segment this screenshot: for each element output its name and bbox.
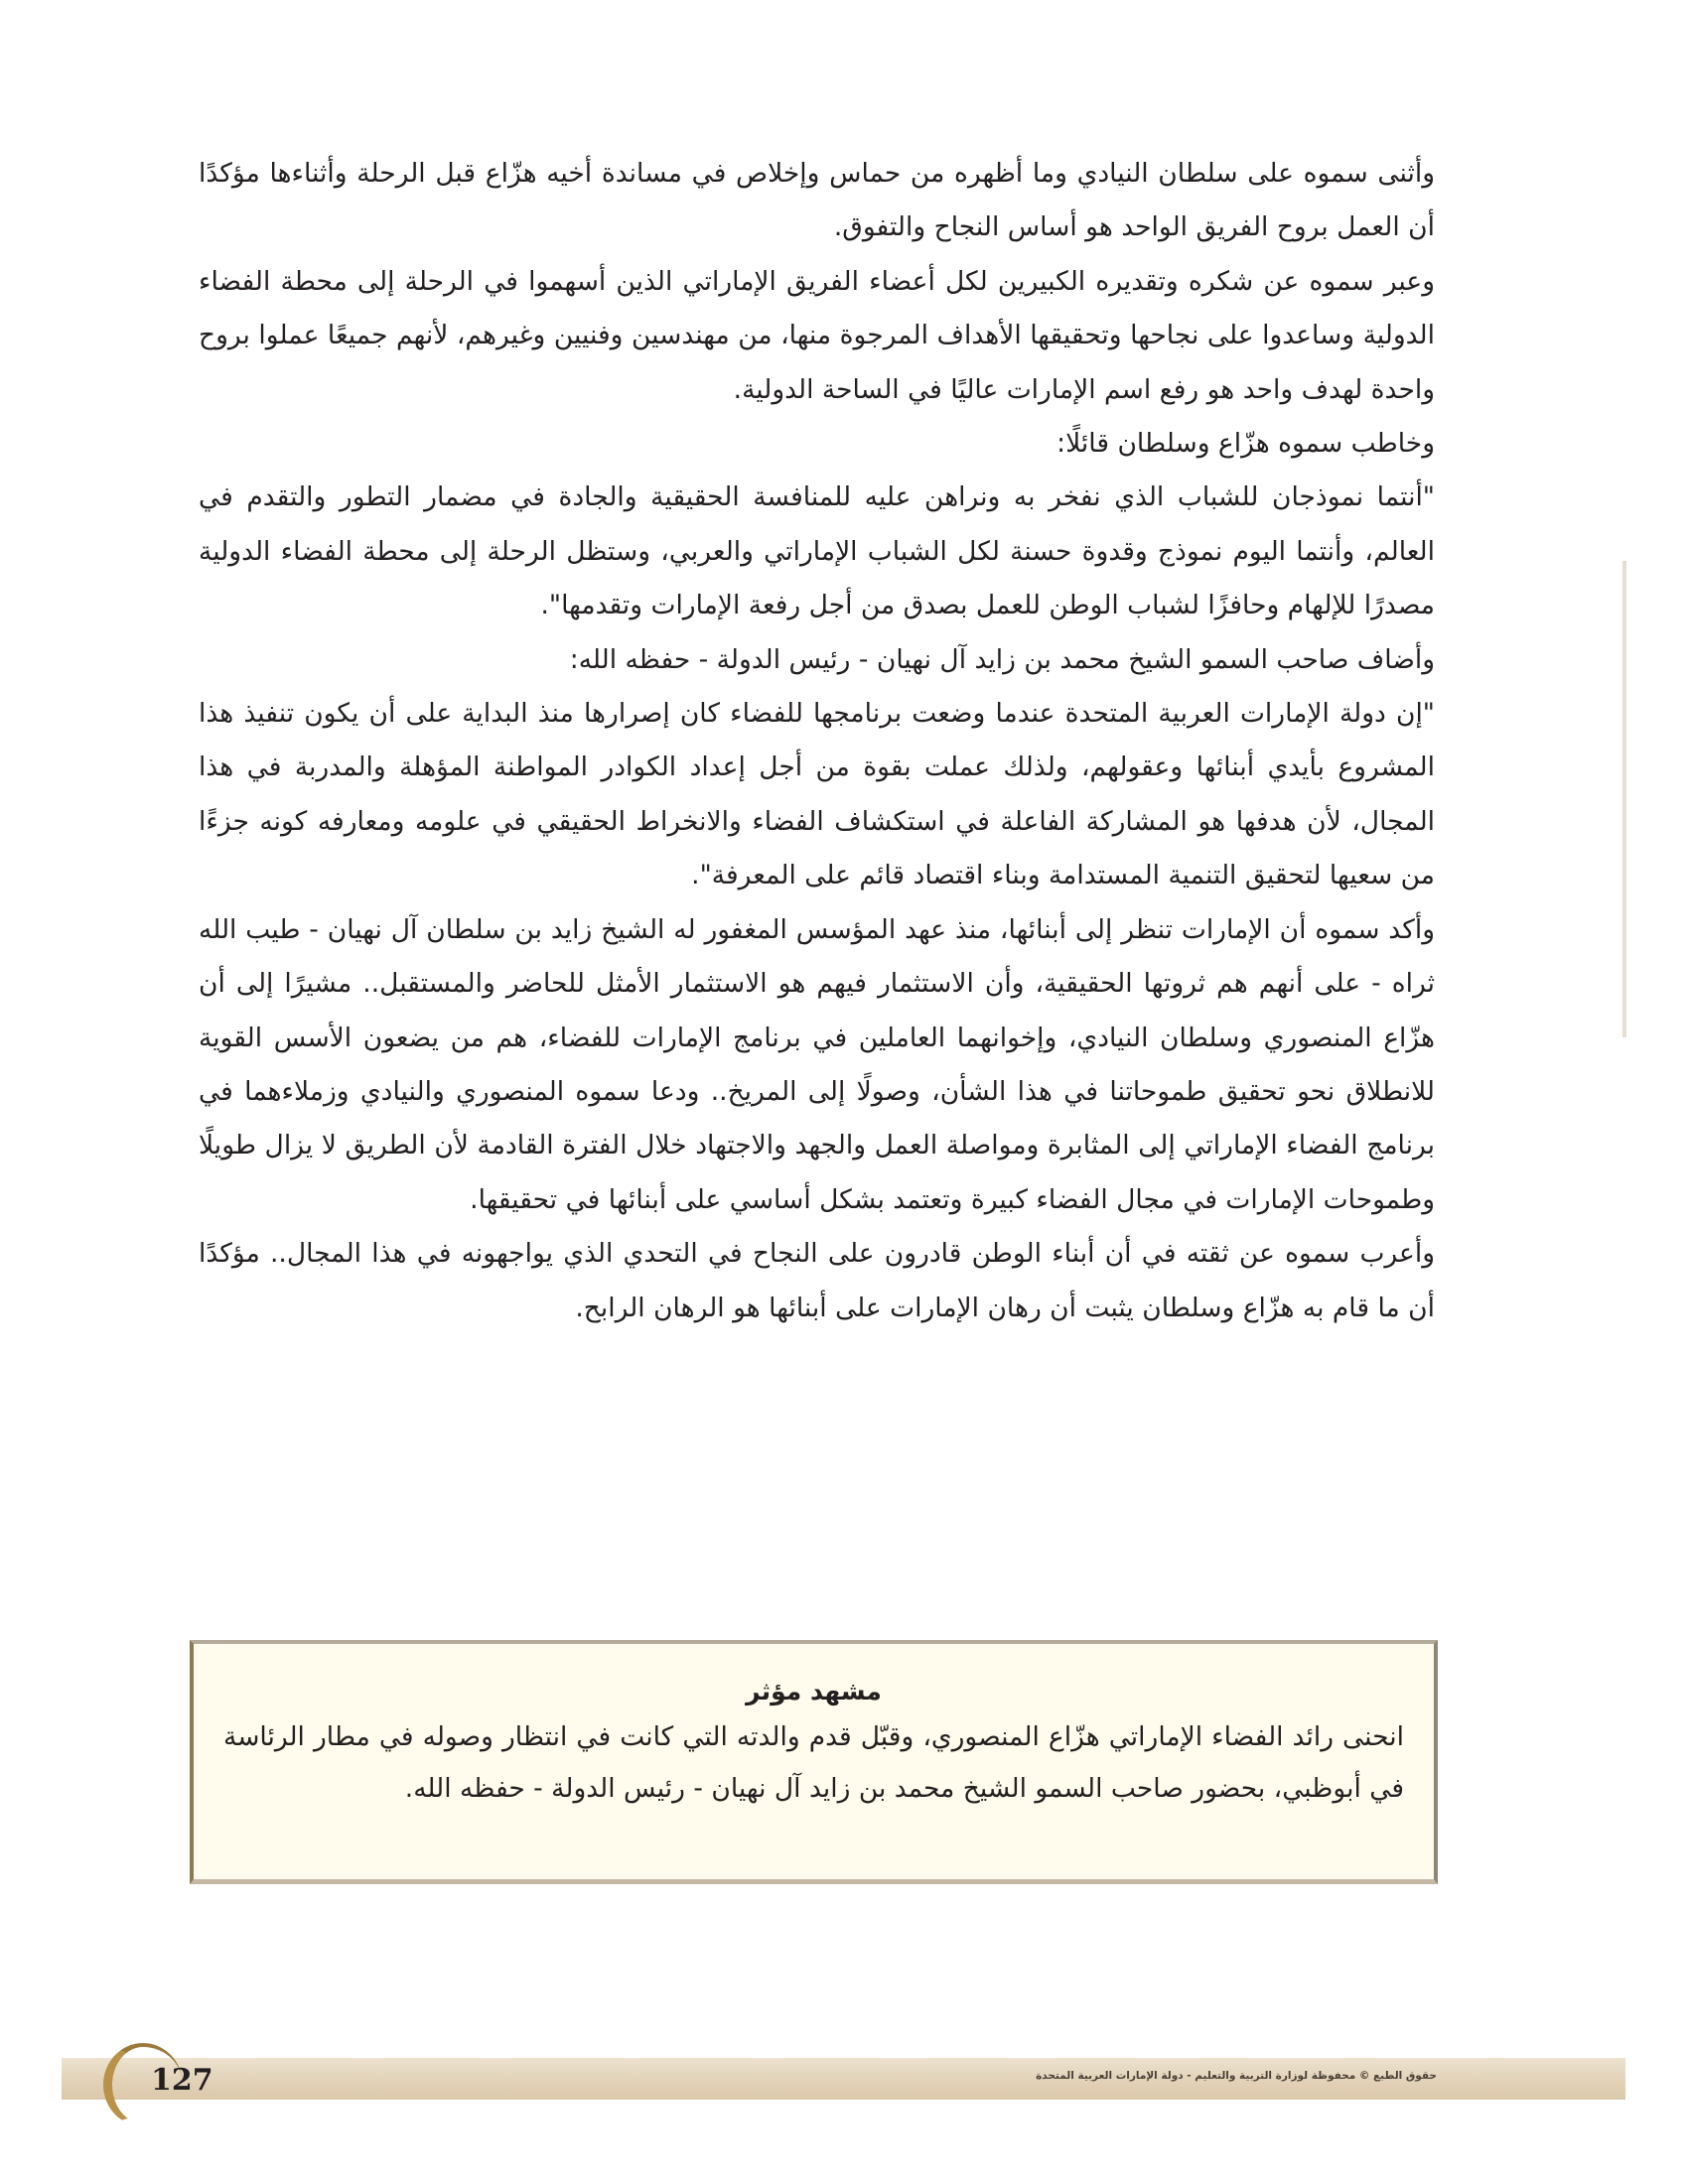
paragraph: وعبر سموه عن شكره وتقديره الكبيرين لكل أعضاء الفريق الإماراتي الذين أسهموا في الرحلة إلى محطة الفضاء الدولية وساعدوا على نجاحها وتحقيقها الأهداف المرجوة منها، من مهندسين وفنيين وغيرهم، لأنهم جميعًا عملوا بروح واحدة لهدف واحد هو رفع اسم الإمارات عاليًا في الساحة الدولية. [199, 265, 1435, 405]
paragraph: وأعرب سموه عن ثقته في أن أبناء الوطن قادرون على النجاح في التحدي الذي يواجهونه في هذا المجال.. مؤكدًا أن ما قام به هزّاع وسلطان يثبت أن رهان الإمارات على أبنائها هو الرهان الرابح. [199, 1238, 1435, 1323]
callout-title: مشهد مؤثر [746, 1677, 882, 1706]
paragraph: وأضاف صاحب السمو الشيخ محمد بن زايد آل نهيان - رئيس الدولة - حفظه الله: [569, 643, 1435, 675]
paragraph: وأكد سموه أن الإمارات تنظر إلى أبنائها، منذ عهد المؤسس المغفور له الشيخ زايد بن سلطان آل نهيان - طيب الله ثراه - على أنهم هم ثروتها الحقيقية، وأن الاستثمار فيهم هو الاستثمار الأمثل للحاضر والمستقبل.. مشيرًا إلى أن هزّاع المنصوري وسلطان النيادي، وإخوانهما العاملين في برنامج الإمارات للفضاء، هم من يضعون الأسس القوية للانطلاق نحو تحقيق طموحاتنا في هذا الشأن، وصولًا إلى المريخ.. ودعا سموه المنصوري والنيادي وزملاءهما في برنامج الفضاء الإماراتي إلى المثابرة ومواصلة العمل والجهد والاجتهاد خلال الفترة القادمة لأن الطريق لا يزال طويلًا وطموحات الإمارات في مجال الفضاء كبيرة وتعتمد بشكل أساسي على أبنائها في تحقيقها. [199, 913, 1435, 1215]
side-margin-rule [1622, 561, 1626, 1037]
paragraph: وأثنى سموه على سلطان النيادي وما أظهره من حماس وإخلاص في مساندة أخيه هزّاع قبل الرحلة وأثناءها مؤكدًا أن العمل بروح الفريق الواحد هو أساس النجاح والتفوق. [199, 158, 1435, 243]
body-text [199, 147, 1435, 1335]
quote-paragraph: "أنتما نموذجان للشباب الذي نفخر به ونراهن عليه للمنافسة الحقيقية والجادة في مضمار التطور والتقدم في العالم، وأنتما اليوم نموذج وقدوة حسنة لكل الشباب الإماراتي والعربي، وستظل الرحلة إلى محطة الفضاء الدولية مصدرًا للإلهام وحافزًا لشباب الوطن للعمل بصدق من أجل رفعة الإمارات وتقدمها". [199, 481, 1435, 621]
page-number: 127 [151, 2063, 213, 2098]
quote-paragraph: "إن دولة الإمارات العربية المتحدة عندما وضعت برنامجها للفضاء كان إصرارها منذ البداية على أن يكون تنفيذ هذا المشروع بأيدي أبنائها وعقولهم، ولذلك عملت بقوة من أجل إعداد الكوادر المواطنة المؤهلة والمدربة في هذا المجال، لأن هدفها هو المشاركة الفاعلة في استكشاف الفضاء والانخراط الحقيقي في علومه ومعارفه كونه جزءًا من سعيها لتحقيق التنمية المستدامة وبناء اقتصاد قائم على المعرفة". [199, 698, 1435, 891]
scene-callout-box [190, 1640, 1438, 1884]
copyright-notice: حقوق الطبع © محفوظة لوزارة التربية والتعليم - دولة الإمارات العربية المتحدة [1036, 2070, 1437, 2082]
callout-text: انحنى رائد الفضاء الإماراتي هزّاع المنصوري، وقبّل قدم والدته التي كانت في انتظار وصوله في مطار الرئاسة في أبوظبي، بحضور صاحب السمو الشيخ محمد بن زايد آل نهيان - رئيس الدولة - حفظه الله. [223, 1721, 1404, 1804]
paragraph: وخاطب سموه هزّاع وسلطان قائلًا: [1056, 428, 1435, 460]
